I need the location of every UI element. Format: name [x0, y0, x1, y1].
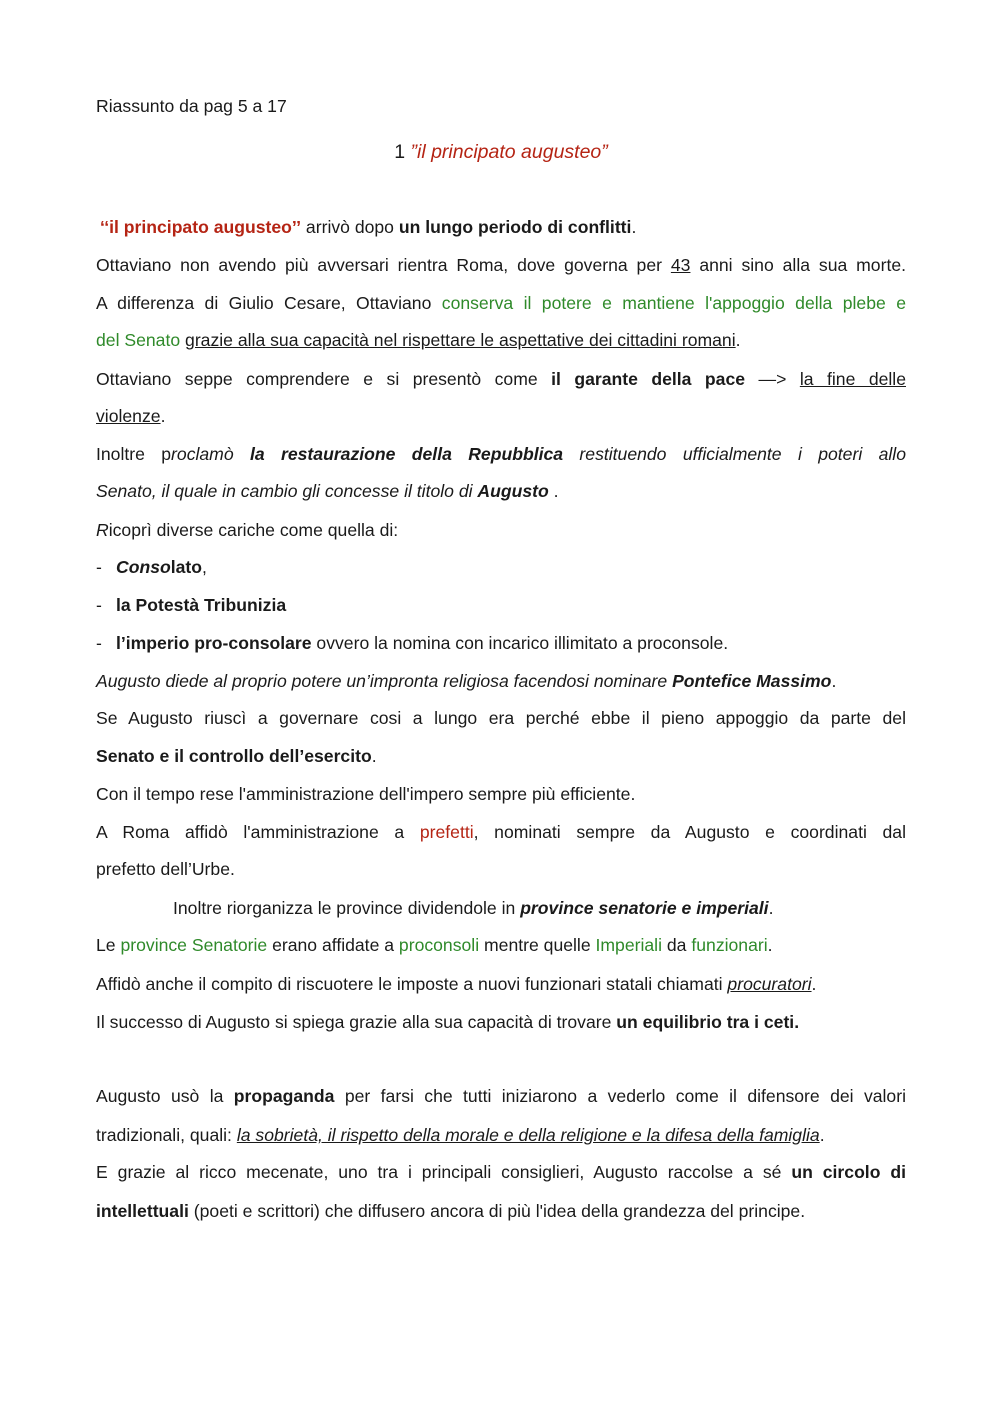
paragraph-12: Le province Senatorie erano affidate a proconsoli mentre quelle Imperiali da funzionari. [96, 935, 773, 955]
paragraph-16-line-2: intellettuali (poeti e scrittori) che diffusero ancora di più l'idea della grandezza del principe. [96, 1201, 806, 1221]
paragraph-1: ‘‘il principato augusteo’’ arrivò dopo un lungo periodo di conflitti. [100, 217, 637, 237]
paragraph-8-line-2: Senato e il controllo dell’esercito. [96, 746, 377, 766]
bullet-dash: - [96, 633, 102, 653]
paragraph-5-line-1: Inoltre proclamò la restaurazione della Repubblica restituendo ufficialmente i poteri allo [96, 444, 906, 464]
bullet-item-imperio: - l’imperio pro-consolare ovvero la nomina con incarico illimitato a proconsole. [96, 633, 729, 653]
paragraph-6: Ricoprì diverse cariche come quella di: [96, 520, 399, 540]
section-heading [96, 141, 906, 163]
paragraph-16-line-1: E grazie al ricco mecenate, uno tra i principali consiglieri, Augusto raccolse a sé un circolo di [96, 1162, 906, 1182]
paragraph-11: Inoltre riorganizza le province dividendole in province senatorie e imperiali. [173, 898, 774, 918]
heading-number: 1 [394, 141, 406, 163]
paragraph-5-line-2: Senato, il quale in cambio gli concesse il titolo di Augusto . [96, 481, 559, 501]
paragraph-13: Affidò anche il compito di riscuotere le imposte a nuovi funzionari statali chiamati procuratori. [96, 974, 817, 994]
paragraph-4-line-2: violenze. [96, 406, 166, 426]
paragraph-3-line-1: A differenza di Giulio Cesare, Ottaviano conserva il potere e mantiene l'appoggio della plebe e [96, 293, 906, 313]
paragraph-9: Con il tempo rese l'amministrazione dell'impero sempre più efficiente. [96, 784, 636, 804]
paragraph-10-line-1: A Roma affidò l'amministrazione a prefetti, nominati sempre da Augusto e coordinati dal [96, 822, 906, 842]
document-header: Riassunto da pag 5 a 17 [96, 96, 287, 116]
heading-title: ”il principato augusteo” [410, 141, 608, 163]
paragraph-7: Augusto diede al proprio potere un’impronta religiosa facendosi nominare Pontefice Massimo. [96, 671, 837, 691]
bullet-dash: - [96, 595, 102, 615]
paragraph-8-line-1: Se Augusto riuscì a governare cosi a lungo era perché ebbe il pieno appoggio da parte del [96, 708, 906, 728]
paragraph-15-line-1: Augusto usò la propaganda per farsi che tutti iniziarono a vederlo come il difensore dei valori [96, 1086, 906, 1106]
paragraph-10-line-2: prefetto dell’Urbe. [96, 859, 235, 879]
paragraph-2: Ottaviano non avendo più avversari rientra Roma, dove governa per 43 anni sino alla sua morte. [96, 255, 906, 275]
bullet-item-potesta: - la Potestà Tribunizia [96, 595, 287, 615]
bullet-item-consolato: - Consolato, [96, 557, 207, 577]
paragraph-3-line-2: del Senato grazie alla sua capacità nel rispettare le aspettative dei cittadini romani. [96, 330, 741, 350]
paragraph-14: Il successo di Augusto si spiega grazie alla sua capacità di trovare un equilibrio tra i ceti. [96, 1012, 800, 1032]
paragraph-4-line-1: Ottaviano seppe comprendere e si presentò come il garante della pace —> la fine delle [96, 369, 906, 389]
paragraph-15-line-2: tradizionali, quali: la sobrietà, il rispetto della morale e della religione e la difesa della famiglia. [96, 1125, 825, 1145]
bullet-dash: - [96, 557, 102, 577]
